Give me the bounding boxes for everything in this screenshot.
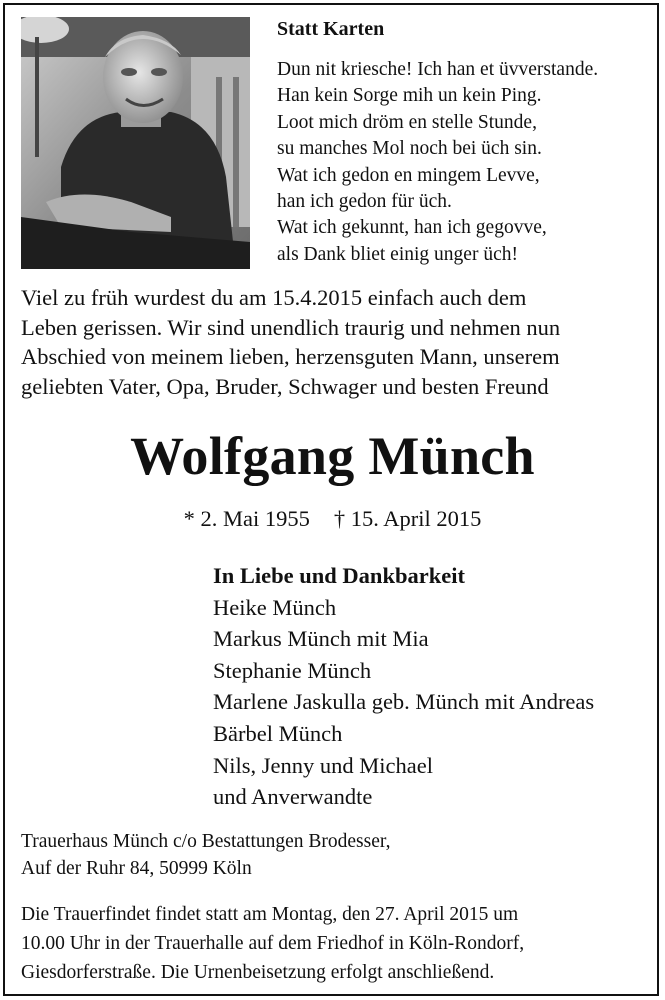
address-line: Auf der Ruhr 84, 50999 Köln [21,858,252,879]
intro-text [21,283,638,401]
poem [277,57,598,268]
portrait-photo [21,17,250,269]
poem-line: Wat ich gedon en mingem Levve, [277,164,540,186]
mourning-address [21,828,390,882]
family-member: Nils, Jenny und Michael [213,752,433,778]
ceremony-info [21,900,524,987]
poem-line: Han kein Sorge mih un kein Ping. [277,85,542,107]
family-member: und Anverwandte [213,784,373,810]
poem-line: su manches Mol noch bei üch sin. [277,138,542,160]
poem-line: han ich gedon für üch. [277,191,452,213]
poem-line: als Dank bliet einig unger üch! [277,243,518,265]
death-date: † 15. April 2015 [333,506,482,531]
ceremony-line: 10.00 Uhr in der Trauerhalle auf dem Friedhof in Köln-Rondorf, [21,933,525,954]
ceremony-line: Giesdorferstraße. Die Urnenbeisetzung erfolgt anschließend. [21,962,495,983]
family-heading: In Liebe und Dankbarkeit [213,563,465,588]
intro-line: Leben gerissen. Wir sind unendlich traurig und nehmen nun [21,314,561,340]
poem-line: Wat ich gekunnt, han ich gegovve, [277,217,547,239]
life-dates [0,506,665,532]
family-member: Bärbel Münch [213,720,343,746]
family-member: Markus Münch mit Mia [213,626,429,652]
address-line: Trauerhaus Münch c/o Bestattungen Brodesser, [21,831,391,852]
ceremony-line: Die Trauerfindet findet statt am Montag, den 27. April 2015 um [21,904,519,925]
poem-line: Dun nit kriesche! Ich han et üvverstande. [277,59,599,80]
family-member: Stephanie Münch [213,657,372,683]
intro-line: geliebten Vater, Opa, Bruder, Schwager und besten Freund [21,373,549,399]
header-title: Statt Karten [277,18,385,40]
deceased-name: Wolfgang Münch [130,426,535,486]
family-member: Marlene Jaskulla geb. Münch mit Andreas [213,689,595,715]
intro-line: Viel zu früh wurdest du am 15.4.2015 einfach auch dem [21,285,527,310]
family-list [213,560,594,813]
intro-line: Abschied von meinem lieben, herzensguten Mann, unserem [21,344,560,370]
family-member: Heike Münch [213,594,337,620]
birth-date: * 2. Mai 1955 [183,506,310,531]
poem-line: Loot mich dröm en stelle Stunde, [277,111,537,133]
